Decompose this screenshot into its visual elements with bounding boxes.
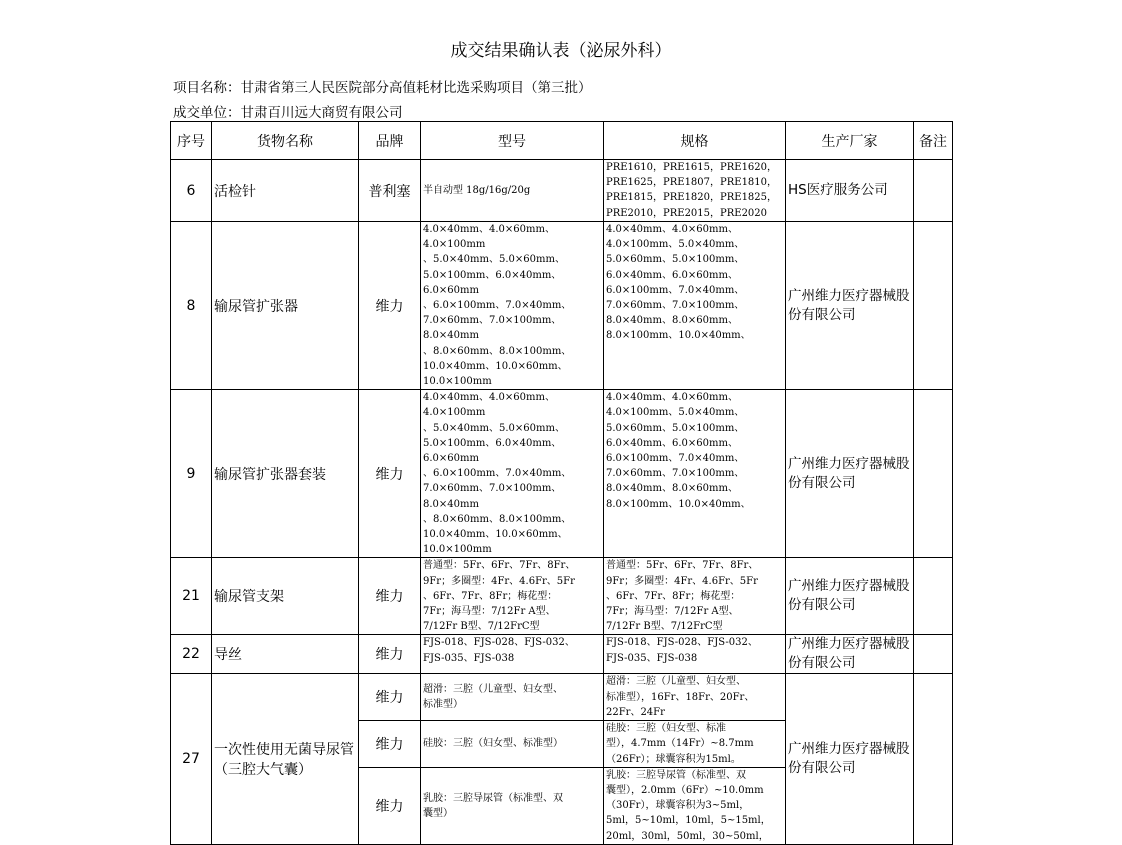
row-brand: 维力 [359,767,421,844]
table-row [171,674,953,721]
row-brand: 维力 [359,558,421,635]
row-note [914,222,953,390]
row-model: 普通型：5Fr、6Fr、7Fr、8Fr、 9Fr；多圈型：4Fr、4.6Fr、5Fr 、6Fr、7Fr、8Fr；梅花型： 7Fr；海马型：7/12Fr A型、 7/12Fr B型、7/12FrC型 [421,558,604,635]
table-header-row [171,122,953,160]
header-spec: 规格 [604,122,786,160]
row-seq: 22 [171,635,212,674]
row-item-name: 输尿管支架 [212,558,359,635]
header-model: 型号 [421,122,604,160]
row-seq: 6 [171,160,212,222]
row-brand: 维力 [359,674,421,721]
row-spec: 硅胶：三腔（妇女型、标准 型），4.7mm（14Fr）~8.7mm （26Fr）；球囊容积为15ml。 [604,721,786,768]
row-note [914,390,953,558]
row-spec: 4.0×40mm、4.0×60mm、 4.0×100mm、5.0×40mm、 5.0×60mm、5.0×100mm、 6.0×40mm、6.0×60mm、 6.0×100mm、7.0×40mm、 7.0×60mm、7.0×100mm、 8.0×40mm、8.0×60mm、 8.0×100mm、10.0×40mm、 [604,390,786,558]
row-brand: 维力 [359,721,421,768]
row-note [914,674,953,844]
row-manufacturer: 广州维力医疗器械股份有限公司 [786,674,914,844]
header-manufacturer: 生产厂家 [786,122,914,160]
header-brand: 品牌 [359,122,421,160]
table-row [171,390,953,558]
row-note [914,160,953,222]
row-manufacturer: 广州维力医疗器械股份有限公司 [786,635,914,674]
table-row [171,635,953,674]
row-note [914,635,953,674]
row-seq: 8 [171,222,212,390]
result-table [170,121,953,845]
supplier-unit: 成交单位：甘肃百川远大商贸有限公司 [173,105,403,121]
row-model: 乳胶：三腔导尿管（标准型、双 囊型） [421,767,604,844]
row-spec: 超滑：三腔（儿童型、妇女型、 标准型），16Fr、18Fr、20Fr、 22Fr、24Fr [604,674,786,721]
row-item-name: 活检针 [212,160,359,222]
row-brand: 普利塞 [359,160,421,222]
row-item-name: 输尿管扩张器套装 [212,390,359,558]
row-manufacturer: 广州维力医疗器械股份有限公司 [786,222,914,390]
table-row [171,222,953,390]
row-note [914,558,953,635]
row-item-name: 导丝 [212,635,359,674]
row-model: 半自动型 18g/16g/20g [421,160,604,222]
row-spec: FJS-018、FJS-028、FJS-032、 FJS-035、FJS-038 [604,635,786,674]
row-model: 硅胶：三腔（妇女型、标准型） [421,721,604,768]
row-model: 超滑：三腔（儿童型、妇女型、 标准型） [421,674,604,721]
row-model: 4.0×40mm、4.0×60mm、4.0×100mm 、5.0×40mm、5.0×60mm、 5.0×100mm、6.0×40mm、6.0×60mm 、6.0×100mm、7.0×40mm、 7.0×60mm、7.0×100mm、8.0×40mm 、8.0×60mm、8.0×100mm、 10.0×40mm、10.0×60mm、 10.0×100mm [421,222,604,390]
row-brand: 维力 [359,222,421,390]
row-manufacturer: HS医疗服务公司 [786,160,914,222]
row-model: 4.0×40mm、4.0×60mm、4.0×100mm 、5.0×40mm、5.0×60mm、 5.0×100mm、6.0×40mm、6.0×60mm 、6.0×100mm、7.0×40mm、 7.0×60mm、7.0×100mm、8.0×40mm 、8.0×60mm、8.0×100mm、 10.0×40mm、10.0×60mm、 10.0×100mm [421,390,604,558]
row-item-name: 一次性使用无菌导尿管（三腔大气囊） [212,674,359,844]
header-seq: 序号 [171,122,212,160]
row-seq: 21 [171,558,212,635]
row-spec: 乳胶：三腔导尿管（标准型、双 囊型），2.0mm（6Fr）~10.0mm （30Fr），球囊容积为3~5ml， 5ml，5~10ml，10ml，5~15ml， 20ml，30ml，50ml，30~50ml， [604,767,786,844]
row-spec: 普通型：5Fr、6Fr、7Fr、8Fr、 9Fr；多圈型：4Fr、4.6Fr、5Fr 、6Fr、7Fr、8Fr；梅花型： 7Fr；海马型：7/12Fr A型、 7/12Fr B型、7/12FrC型 [604,558,786,635]
table-row [171,160,953,222]
row-manufacturer: 广州维力医疗器械股份有限公司 [786,390,914,558]
table-row [171,558,953,635]
row-seq: 9 [171,390,212,558]
page-title: 成交结果确认表（泌尿外科） [450,41,672,61]
row-seq: 27 [171,674,212,844]
header-name: 货物名称 [212,122,359,160]
row-brand: 维力 [359,390,421,558]
row-brand: 维力 [359,635,421,674]
row-manufacturer: 广州维力医疗器械股份有限公司 [786,558,914,635]
row-spec: 4.0×40mm、4.0×60mm、 4.0×100mm、5.0×40mm、 5.0×60mm、5.0×100mm、 6.0×40mm、6.0×60mm、 6.0×100mm、7.0×40mm、 7.0×60mm、7.0×100mm、 8.0×40mm、8.0×60mm、 8.0×100mm、10.0×40mm、 [604,222,786,390]
row-model: FJS-018、FJS-028、FJS-032、 FJS-035、FJS-038 [421,635,604,674]
header-note: 备注 [914,122,953,160]
row-spec: PRE1610，PRE1615，PRE1620， PRE1625，PRE1807，PRE1810， PRE1815，PRE1820，PRE1825， PRE2010，PRE2015，PRE2020 [604,160,786,222]
row-item-name: 输尿管扩张器 [212,222,359,390]
project-name: 项目名称：甘肃省第三人民医院部分高值耗材比选采购项目（第三批） [173,80,592,96]
